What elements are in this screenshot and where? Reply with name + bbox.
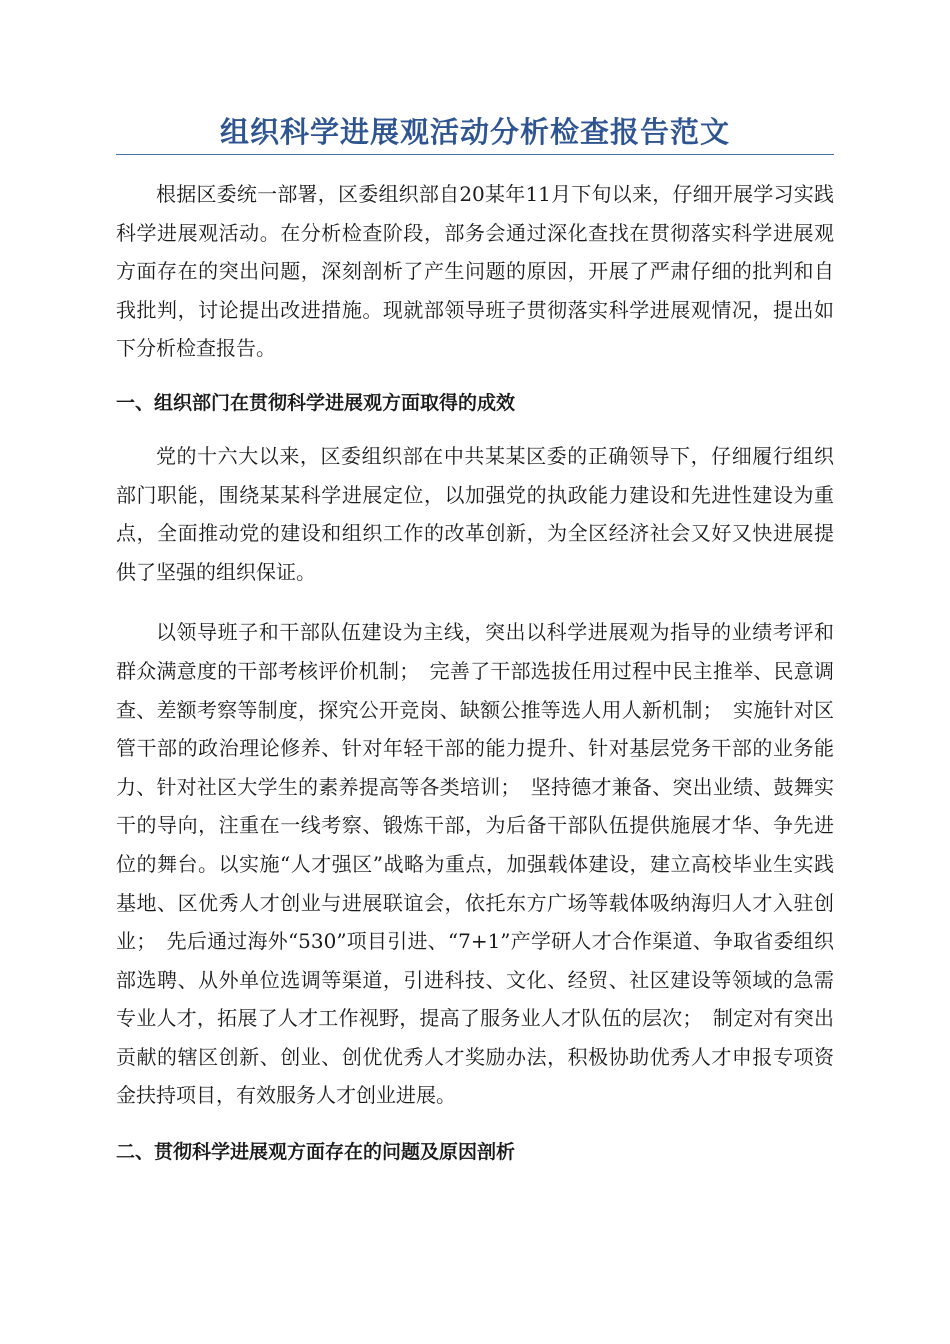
section-1-paragraph-1: 党的十六大以来，区委组织部在中共某某区委的正确领导下，仔细履行组织部门职能，围绕某某科学进展定位，以加强党的执政能力建设和先进性建设为重点，全面推动党的建设和组织工作的改革创新，为全区经济社会又好又快进展提供了坚强的组织保证。 [116, 443, 834, 584]
document-page [116, 112, 834, 1167]
section-1-paragraph-2: 以领导班子和干部队伍建设为主线，突出以科学进展观为指导的业绩考评和群众满意度的干部考核评价机制； 完善了干部选拔任用过程中民主推举、民意调查、差额考察等制度，探究公开竞岗、缺额公推等选人用人新机制； 实施针对区管干部的政治理论修养、针对年轻干部的能力提升、针对基层党务干部的业务能力、针对社区大学生的素养提高等各类培训； 坚持德才兼备、突出业绩、鼓舞实干的导向，注重在一线考察、锻炼干部，为后备干部队伍提供施展才华、争先进位的舞台。以实施“人才强区”战略为重点，加强载体建设，建立高校毕业生实践基地、区优秀人才创业与进展联谊会，依托东方广场等载体吸纳海归人才入驻创业； 先后通过海外“530”项目引进、“7+1”产学研人才合作渠道、争取省委组织部选聘、从外单位选调等渠道，引进科技、文化、经贸、社区建设等领域的急需专业人才，拓展了人才工作视野，提高了服务业人才队伍的层次； 制定对有突出贡献的辖区创新、创业、创优优秀人才奖励办法，积极协助优秀人才申报专项资金扶持项目，有效服务人才创业进展。 [116, 620, 834, 1108]
document-title: 组织科学进展观活动分析检查报告范文 [116, 112, 834, 155]
intro-paragraph: 根据区委统一部署，区委组织部自20某年11月下旬以来，仔细开展学习实践科学进展观活动。在分析检查阶段，部务会通过深化查找在贯彻落实科学进展观方面存在的突出问题，深刻剖析了产生问题的原因，开展了严肃仔细的批判和自我批判，讨论提出改进措施。现就部领导班子贯彻落实科学进展观情况，提出如下分析检查报告。 [116, 182, 834, 361]
section-1-heading: 一、组织部门在贯彻科学进展观方面取得的成效 [116, 391, 516, 414]
section-2-heading: 二、贯彻科学进展观方面存在的问题及原因剖析 [116, 1141, 516, 1164]
